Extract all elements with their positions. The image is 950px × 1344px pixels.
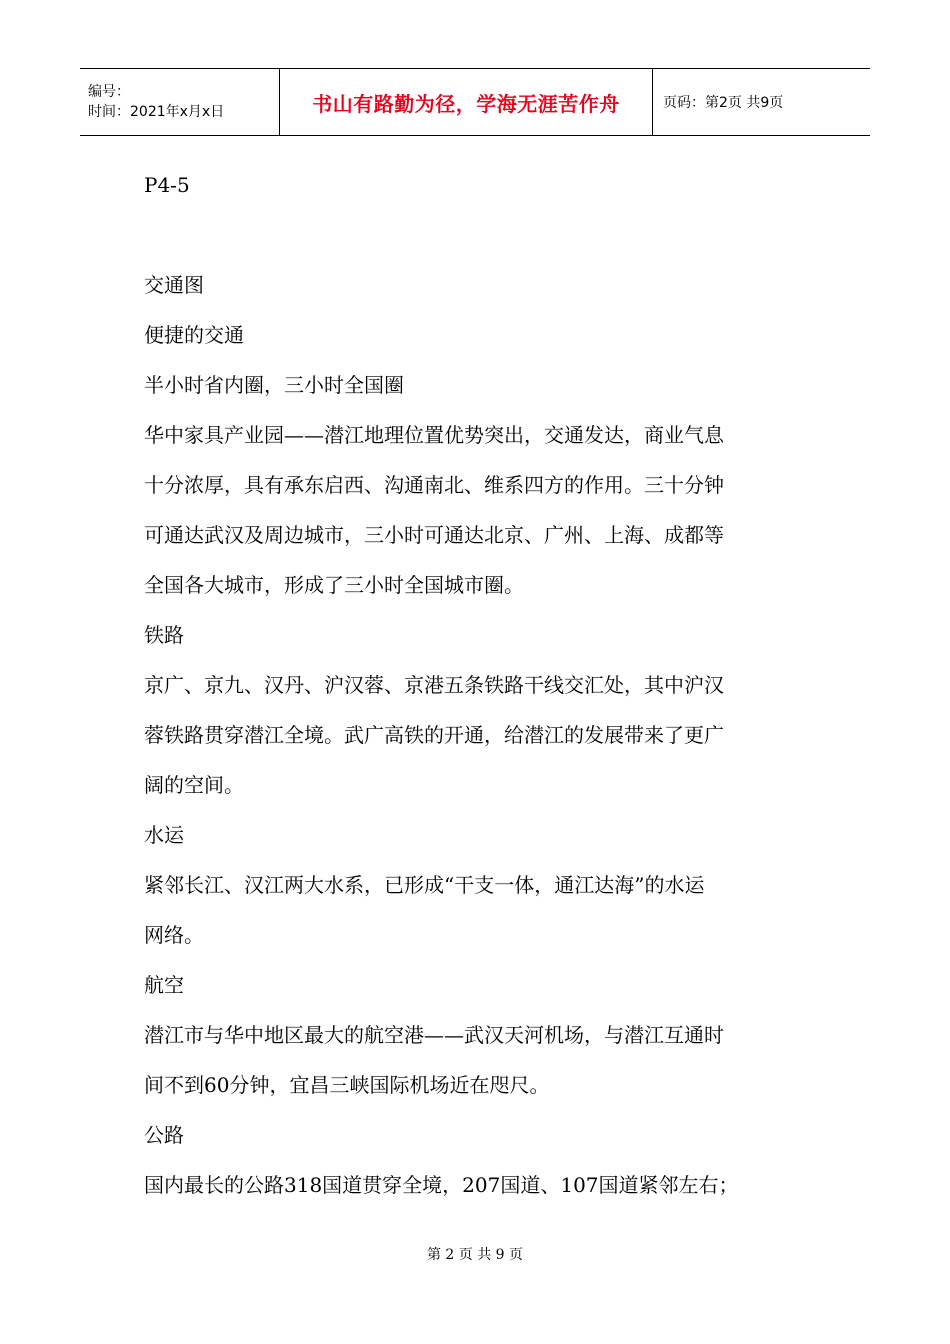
- paragraph-line: 蓉铁路贯穿潜江全境。武广高铁的开通，给潜江的发展带来了更广: [144, 723, 724, 747]
- paragraph-line: 紧邻长江、汉江两大水系，已形成“干支一体，通江达海”的水运: [144, 873, 705, 897]
- section-heading-highway: 公路: [144, 1123, 184, 1147]
- section-heading-railway: 铁路: [144, 623, 184, 647]
- section-heading-map: 交通图: [144, 273, 204, 297]
- document-header: [80, 68, 870, 136]
- section-heading-aviation: 航空: [144, 973, 184, 997]
- page-reference: P4-5: [144, 173, 190, 197]
- blank-line: [144, 210, 812, 260]
- doc-time-label: 时间：2021年x月x日: [88, 104, 225, 120]
- section-heading-transport: 便捷的交通: [144, 323, 244, 347]
- paragraph-line: 京广、京九、汉丹、沪汉蓉、京港五条铁路干线交汇处，其中沪汉: [144, 673, 724, 697]
- header-page-cell: [653, 69, 870, 135]
- paragraph-line: 阔的空间。: [144, 773, 244, 797]
- paragraph-line: 国内最长的公路318国道贯穿全境，207国道、107国道紧邻左右；: [144, 1173, 739, 1197]
- document-body: [144, 160, 812, 1210]
- paragraph-line: 十分浓厚，具有承东启西、沟通南北、维系四方的作用。三十分钟: [144, 473, 724, 497]
- header-meta: [80, 69, 280, 135]
- header-motto: 书山有路勤为径，学海无涯苦作舟: [312, 91, 620, 116]
- header-page-info: 页码：第2页 共9页: [663, 95, 784, 111]
- paragraph-line: 华中家具产业园——潜江地理位置优势突出，交通发达，商业气息: [144, 423, 724, 447]
- paragraph-line: 可通达武汉及周边城市，三小时可通达北京、广州、上海、成都等: [144, 523, 724, 547]
- paragraph-line: 网络。: [144, 923, 204, 947]
- doc-number-label: 编号：: [88, 84, 130, 100]
- section-heading-waterway: 水运: [144, 823, 184, 847]
- paragraph-line: 间不到60分钟，宜昌三峡国际机场近在咫尺。: [144, 1073, 550, 1097]
- page-footer: 第 2 页 共 9 页: [426, 1247, 524, 1263]
- paragraph-line: 潜江市与华中地区最大的航空港——武汉天河机场，与潜江互通时: [144, 1023, 724, 1047]
- header-motto-cell: [280, 69, 653, 135]
- subheading-circles: 半小时省内圈，三小时全国圈: [144, 373, 404, 397]
- paragraph-line: 全国各大城市，形成了三小时全国城市圈。: [144, 573, 524, 597]
